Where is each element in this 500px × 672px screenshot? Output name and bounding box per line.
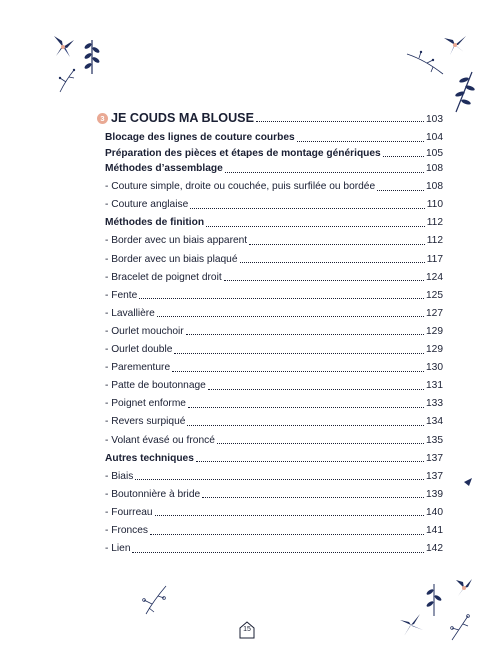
toc-entry-page: 127 xyxy=(426,307,443,319)
toc-entry-page: 141 xyxy=(426,524,443,536)
toc-entry-title: - Fente xyxy=(105,289,138,301)
leader-dots xyxy=(225,172,424,173)
toc-entry-page: 110 xyxy=(426,199,443,211)
toc-entry[interactable] xyxy=(105,504,443,522)
toc-entry-page: 137 xyxy=(426,452,443,464)
leader-dots xyxy=(297,141,424,142)
chapter-heading[interactable] xyxy=(97,108,443,129)
leader-dots xyxy=(157,316,424,317)
leader-dots xyxy=(155,515,424,516)
toc-entry[interactable] xyxy=(105,323,443,341)
chapter-title: JE COUDS MA BLOUSE xyxy=(111,111,254,125)
toc-entry-page: 124 xyxy=(426,271,443,283)
toc-entry-page: 130 xyxy=(426,362,443,374)
toc-entry-title: - Boutonnière à bride xyxy=(105,488,201,500)
toc-entry-title: Autres techniques xyxy=(105,452,194,464)
toc-entry-page: 139 xyxy=(426,488,443,500)
toc-entry-page: 112 xyxy=(426,235,443,247)
toc-entry[interactable] xyxy=(105,305,443,323)
leader-dots xyxy=(224,280,424,281)
toc-entry-title: - Fourreau xyxy=(105,506,153,518)
chapter-title-wrap xyxy=(97,108,254,129)
petal-icon xyxy=(462,476,474,488)
leader-dots xyxy=(188,407,424,408)
toc-entry-title: Blocage des lignes de couture courbes xyxy=(105,132,295,143)
table-of-contents xyxy=(100,108,443,558)
toc-entry-page: 125 xyxy=(426,289,443,301)
toc-entry-title: Préparation des pièces et étapes de montage génériques xyxy=(105,148,381,160)
toc-entry-title: - Lavallière xyxy=(105,307,155,319)
toc-entry-title: - Parementure xyxy=(105,362,171,374)
flower-icon xyxy=(452,576,476,602)
toc-entry-title: Méthodes de finition xyxy=(105,217,205,229)
leader-dots xyxy=(150,534,424,535)
leader-dots xyxy=(174,353,424,354)
toc-entry-title: - Volant évasé ou froncé xyxy=(105,434,215,446)
leaf-sprig-icon xyxy=(450,70,478,114)
toc-entry[interactable] xyxy=(105,359,443,377)
toc-entry-page: 129 xyxy=(426,325,443,337)
leader-dots xyxy=(172,371,424,372)
toc-entry-title: - Couture simple, droite ou couchée, puis surfilée ou bordée xyxy=(105,181,376,193)
toc-entry-title: - Couture anglaise xyxy=(105,199,189,211)
toc-entry[interactable] xyxy=(105,287,443,305)
toc-entry[interactable] xyxy=(105,147,443,160)
toc-entry-title: - Ourlet double xyxy=(105,344,173,356)
toc-entry[interactable] xyxy=(105,129,443,147)
stem-icon xyxy=(140,582,170,616)
toc-entry-page: 108 xyxy=(426,163,443,175)
leader-dots xyxy=(383,156,424,157)
toc-entry-page: 105 xyxy=(426,148,443,160)
stem-icon xyxy=(448,612,472,642)
toc-entry-title: - Poignet enforme xyxy=(105,398,186,410)
flower-icon xyxy=(396,612,426,638)
toc-entry-title: - Patte de boutonnage xyxy=(105,380,206,392)
leader-dots xyxy=(132,552,424,553)
toc-entry-page: 133 xyxy=(426,398,443,410)
toc-entry[interactable] xyxy=(105,450,443,468)
toc-entry[interactable] xyxy=(105,232,443,250)
toc-entry[interactable] xyxy=(105,395,443,413)
leader-dots xyxy=(249,244,425,245)
toc-entry-page: 129 xyxy=(426,344,443,356)
stem-icon xyxy=(405,50,445,76)
toc-entry[interactable] xyxy=(105,413,443,431)
flower-icon xyxy=(48,32,78,62)
toc-entry-title: - Ourlet mouchoir xyxy=(105,325,184,337)
leader-dots xyxy=(196,461,424,462)
toc-entry-title: - Border avec un biais apparent xyxy=(105,235,248,247)
toc-entry-page: 108 xyxy=(426,181,443,193)
toc-entry-page: 137 xyxy=(426,470,443,482)
toc-entry-page: 142 xyxy=(426,543,443,555)
stem-icon xyxy=(56,66,78,94)
leader-dots xyxy=(217,443,424,444)
leader-dots xyxy=(240,262,425,263)
leader-dots xyxy=(139,298,424,299)
toc-entry-title: - Border avec un biais plaqué xyxy=(105,253,238,265)
chapter-number-badge: 3 xyxy=(97,113,108,124)
toc-entry-page: 117 xyxy=(426,253,443,265)
leader-dots xyxy=(202,497,424,498)
toc-entry-title: - Biais xyxy=(105,470,134,482)
toc-entry[interactable] xyxy=(105,160,443,178)
chapter-page-number: 103 xyxy=(426,114,443,125)
toc-entry-title: - Lien xyxy=(105,543,131,555)
toc-entry[interactable] xyxy=(105,341,443,359)
toc-entries xyxy=(105,129,443,558)
toc-entry-title: Méthodes d’assemblage xyxy=(105,163,223,175)
leader-dots xyxy=(190,208,425,209)
toc-entry-page: 140 xyxy=(426,506,443,518)
toc-entry[interactable] xyxy=(105,468,443,486)
toc-entry-page: 134 xyxy=(426,416,443,428)
leader-dots xyxy=(377,190,424,191)
toc-entry[interactable] xyxy=(105,251,443,269)
toc-entry-page: 135 xyxy=(426,434,443,446)
leader-dots xyxy=(256,121,424,122)
toc-entry-title: - Bracelet de poignet droit xyxy=(105,271,222,283)
toc-entry-title: - Revers surpiqué xyxy=(105,416,186,428)
toc-entry[interactable] xyxy=(105,214,443,232)
folio-number: 15 xyxy=(243,626,251,633)
leaf-sprig-icon xyxy=(80,36,104,76)
leader-dots xyxy=(208,389,424,390)
leader-dots xyxy=(186,334,424,335)
leader-dots xyxy=(187,425,424,426)
toc-entry[interactable] xyxy=(105,269,443,287)
leader-dots xyxy=(206,226,425,227)
toc-entry[interactable] xyxy=(105,540,443,558)
toc-entry[interactable] xyxy=(105,377,443,395)
page-number xyxy=(237,620,257,640)
toc-entry-page: 112 xyxy=(426,217,443,229)
leader-dots xyxy=(135,479,424,480)
toc-entry-title: - Fronces xyxy=(105,524,149,536)
toc-entry[interactable] xyxy=(105,432,443,450)
toc-entry[interactable] xyxy=(105,486,443,504)
toc-entry-page: 104 xyxy=(426,132,443,143)
toc-entry[interactable] xyxy=(105,522,443,540)
toc-entry-page: 131 xyxy=(426,380,443,392)
toc-entry[interactable] xyxy=(105,196,443,214)
toc-entry[interactable] xyxy=(105,178,443,196)
